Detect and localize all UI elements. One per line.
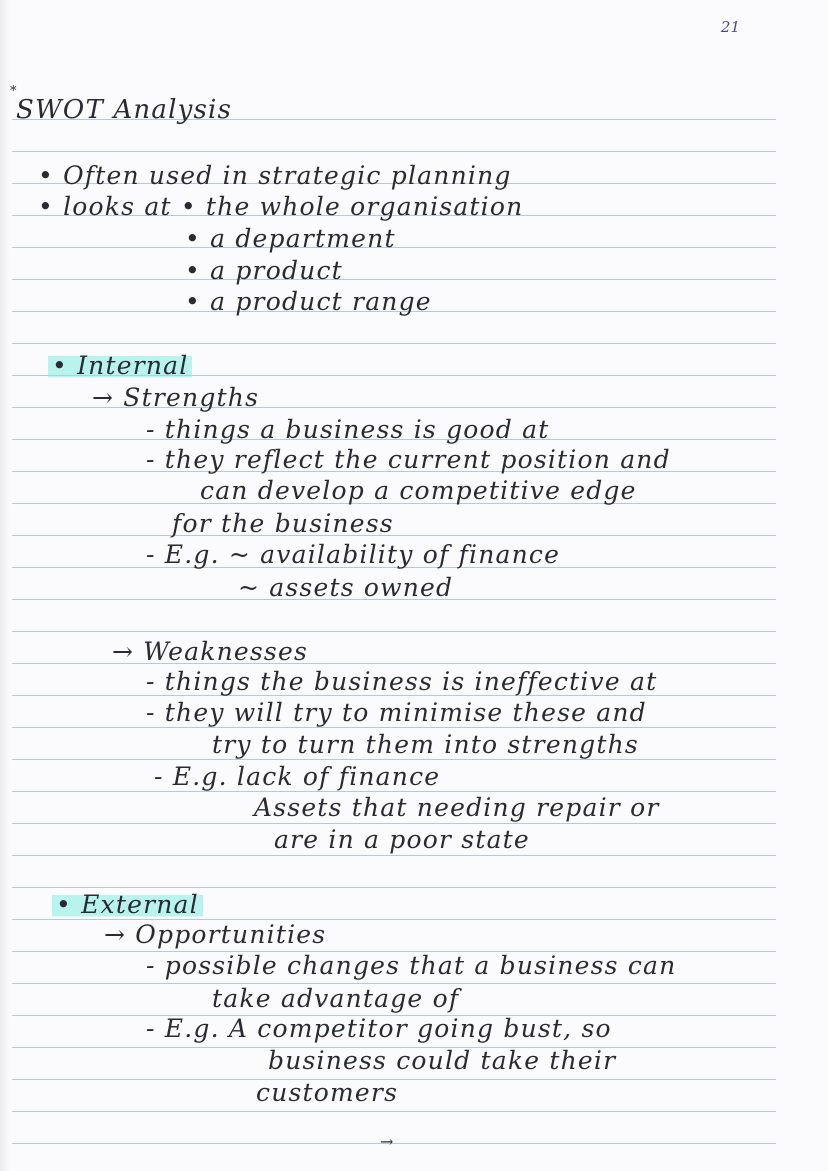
note-line: - they reflect the current position and (146, 445, 671, 474)
note-line: - things a business is good at (146, 415, 550, 444)
note-line: are in a poor state (274, 825, 530, 854)
ruled-line (12, 855, 776, 856)
ruled-line (12, 1111, 776, 1112)
page-number: 21 (720, 18, 740, 36)
note-line: Assets that needing repair or (254, 793, 660, 822)
note-line: - E.g. ~ availability of finance (146, 540, 561, 569)
note-line: try to turn them into strengths (212, 730, 639, 759)
ruled-line (12, 343, 776, 344)
section-heading-external: • External (52, 891, 203, 919)
ruled-line (12, 727, 776, 728)
ruled-line (12, 759, 776, 760)
section-heading-internal: • Internal (48, 352, 192, 380)
note-line: • a department (185, 224, 396, 253)
subheading-weaknesses: → Weaknesses (112, 637, 308, 666)
subheading-opportunities: → Opportunities (104, 920, 327, 949)
note-line: customers (256, 1078, 399, 1107)
note-line: - things the business is ineffective at (146, 667, 658, 696)
ruled-line (12, 151, 776, 152)
ruled-line (12, 535, 776, 536)
note-line: - E.g. A competitor going bust, so (146, 1014, 612, 1043)
ruled-line (12, 823, 776, 824)
note-line: - they will try to minimise these and (146, 698, 647, 727)
note-line: • looks at • the whole organisation (38, 192, 524, 221)
subheading-strengths: → Strengths (92, 383, 260, 412)
note-line: for the business (172, 509, 394, 538)
note-line: business could take their (268, 1046, 617, 1075)
ruled-line (12, 887, 776, 888)
note-line: - possible changes that a business can (146, 951, 677, 980)
ruled-line (12, 791, 776, 792)
note-line: • Often used in strategic planning (38, 161, 512, 190)
ruled-line (12, 279, 776, 280)
ruled-line (12, 631, 776, 632)
page-title: SWOT Analysis (16, 95, 233, 125)
note-line: • a product (185, 256, 343, 285)
note-line: - E.g. lack of finance (154, 762, 441, 791)
note-line: • a product range (185, 287, 432, 316)
note-line: ~ assets owned (238, 573, 454, 602)
note-line: take advantage of (212, 984, 460, 1013)
note-line: can develop a competitive edge (200, 476, 637, 505)
star-mark-icon: * (10, 84, 17, 99)
continuation-arrow-icon: → (380, 1132, 395, 1151)
